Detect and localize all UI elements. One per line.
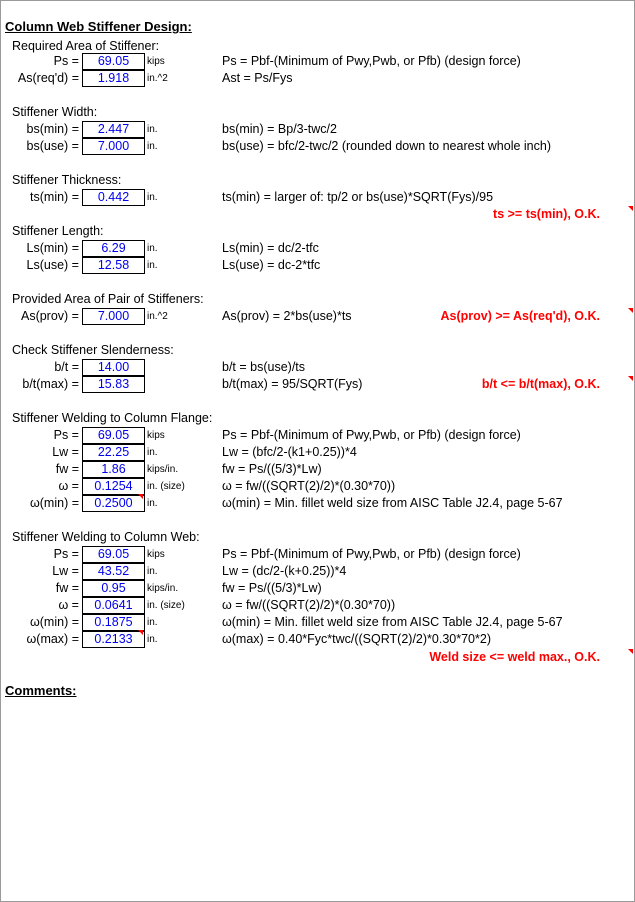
unit-label: in.	[147, 566, 158, 577]
formula-text: ω(min) = Min. fillet weld size from AISC Table J2.4, page 5-67	[222, 496, 563, 510]
value-cell[interactable]: 0.1875	[82, 614, 145, 631]
row-web-lw	[1, 563, 634, 580]
formula-text: Lw = (bfc/2-(k1+0.25))*4	[222, 445, 357, 459]
unit-label: in. (size)	[147, 600, 185, 611]
field-label: Lw =	[52, 564, 79, 578]
comment-marker-icon[interactable]	[628, 308, 633, 313]
field-label: bs(use) =	[26, 139, 79, 153]
field-label: ω =	[58, 598, 79, 612]
row-flange-omega	[1, 478, 634, 495]
formula-text: bs(min) = Bp/3-twc/2	[222, 122, 337, 136]
row-ls-use	[1, 257, 634, 274]
check-result: ts >= ts(min), O.K.	[493, 207, 600, 221]
comment-marker-icon[interactable]	[628, 649, 633, 654]
row-b-t	[1, 359, 634, 376]
row-as-reqd	[1, 70, 634, 87]
field-label: As(prov) =	[20, 309, 79, 323]
row-flange-omega-min	[1, 495, 634, 512]
unit-label: in. (size)	[147, 481, 185, 492]
row-web-omega-max	[1, 631, 634, 648]
row-flange-lw	[1, 444, 634, 461]
row-as-prov	[1, 308, 634, 325]
field-label: As(req'd) =	[17, 71, 79, 85]
formula-text: Ps = Pbf-(Minimum of Pwy,Pwb, or Pfb) (design force)	[222, 547, 521, 561]
field-label: ω(min) =	[30, 615, 79, 629]
unit-label: in.	[147, 260, 158, 271]
formula-text: b/t = bs(use)/ts	[222, 360, 306, 374]
row-ls-min	[1, 240, 634, 257]
value-cell[interactable]: 1.918	[82, 70, 145, 87]
value-cell[interactable]: 0.2500	[82, 495, 145, 512]
field-label: bs(min) =	[26, 122, 79, 136]
unit-label: kips/in.	[147, 464, 179, 475]
row-bs-min	[1, 121, 634, 138]
field-label: ts(min) =	[30, 190, 79, 204]
section-heading-welding-web: Stiffener Welding to Column Web:	[12, 530, 200, 544]
row-web-omega-min	[1, 614, 634, 631]
formula-text: Ls(use) = dc-2*tfc	[222, 258, 321, 272]
row-web-ps	[1, 546, 634, 563]
value-cell[interactable]: 7.000	[82, 138, 145, 155]
field-label: ω =	[58, 479, 79, 493]
value-cell[interactable]: 0.0641	[82, 597, 145, 614]
section-heading-stiffener-width: Stiffener Width:	[12, 105, 98, 119]
unit-label: in.	[147, 634, 158, 645]
field-label: Lw =	[52, 445, 79, 459]
section-heading-stiffener-length: Stiffener Length:	[12, 224, 104, 238]
row-b-t-max	[1, 376, 634, 393]
formula-text: As(prov) = 2*bs(use)*ts	[222, 309, 352, 323]
section-heading-stiffener-thickness: Stiffener Thickness:	[12, 173, 122, 187]
value-cell[interactable]: 0.95	[82, 580, 145, 597]
unit-label: kips	[147, 56, 165, 67]
check-result: Weld size <= weld max., O.K.	[429, 650, 600, 664]
row-ps	[1, 53, 634, 70]
unit-label: kips/in.	[147, 583, 179, 594]
section-heading-provided-area: Provided Area of Pair of Stiffeners:	[12, 292, 204, 306]
row-web-omega	[1, 597, 634, 614]
field-label: fw =	[55, 581, 79, 595]
formula-text: bs(use) = bfc/2-twc/2 (rounded down to nearest whole inch)	[222, 139, 551, 153]
formula-text: Lw = (dc/2-(k+0.25))*4	[222, 564, 347, 578]
field-label: Ps =	[53, 428, 79, 442]
formula-text: Ast = Ps/Fys	[222, 71, 293, 85]
unit-label: in.	[147, 141, 158, 152]
field-label: ω(min) =	[30, 496, 79, 510]
formula-text: ω = fw/((SQRT(2)/2)*(0.30*70))	[222, 479, 396, 493]
value-cell[interactable]: 69.05	[82, 427, 145, 444]
unit-label: in.	[147, 498, 158, 509]
value-cell[interactable]: 22.25	[82, 444, 145, 461]
field-label: Ps =	[53, 547, 79, 561]
value-cell[interactable]: 15.83	[82, 376, 145, 393]
field-label: fw =	[55, 462, 79, 476]
formula-text: fw = Ps/((5/3)*Lw)	[222, 581, 322, 595]
value-cell[interactable]: 0.2133	[82, 631, 145, 648]
row-flange-fw	[1, 461, 634, 478]
unit-label: in.^2	[147, 73, 168, 84]
unit-label: in.	[147, 124, 158, 135]
field-label: b/t(max) =	[22, 377, 79, 391]
unit-label: in.	[147, 192, 158, 203]
comment-marker-icon[interactable]	[628, 206, 633, 211]
field-label: Ps =	[53, 54, 79, 68]
value-cell[interactable]: 12.58	[82, 257, 145, 274]
unit-label: in.	[147, 447, 158, 458]
value-cell[interactable]: 43.52	[82, 563, 145, 580]
comments-label: Comments:	[5, 683, 77, 698]
formula-text: Ls(min) = dc/2-tfc	[222, 241, 319, 255]
value-cell[interactable]: 0.442	[82, 189, 145, 206]
comment-marker-icon[interactable]	[138, 630, 143, 635]
comment-marker-icon[interactable]	[628, 376, 633, 381]
value-cell[interactable]: 1.86	[82, 461, 145, 478]
formula-text: ω(min) = Min. fillet weld size from AISC Table J2.4, page 5-67	[222, 615, 563, 629]
row-bs-use	[1, 138, 634, 155]
unit-label: kips	[147, 430, 165, 441]
check-result: b/t <= b/t(max), O.K.	[481, 377, 600, 391]
page-title: Column Web Stiffener Design:	[5, 19, 192, 34]
value-cell[interactable]: 2.447	[82, 121, 145, 138]
comment-marker-icon[interactable]	[138, 494, 143, 499]
value-cell[interactable]: 0.1254	[82, 478, 145, 495]
formula-text: ω = fw/((SQRT(2)/2)*(0.30*70))	[222, 598, 396, 612]
unit-label: kips	[147, 549, 165, 560]
section-heading-required-area: Required Area of Stiffener:	[12, 39, 160, 53]
row-ts-min	[1, 189, 634, 206]
formula-text: ω(max) = 0.40*Fyc*twc/((SQRT(2)/2)*0.30*70*2)	[222, 632, 491, 646]
unit-label: in.	[147, 243, 158, 254]
formula-text: b/t(max) = 95/SQRT(Fys)	[222, 377, 363, 391]
field-label: Ls(use) =	[26, 258, 79, 272]
value-cell[interactable]: 69.05	[82, 53, 145, 70]
formula-text: Ps = Pbf-(Minimum of Pwy,Pwb, or Pfb) (design force)	[222, 54, 521, 68]
section-heading-welding-flange: Stiffener Welding to Column Flange:	[12, 411, 213, 425]
field-label: b/t =	[54, 360, 79, 374]
value-cell[interactable]: 14.00	[82, 359, 145, 376]
value-cell[interactable]: 69.05	[82, 546, 145, 563]
row-flange-ps	[1, 427, 634, 444]
row-web-fw	[1, 580, 634, 597]
row-check-weld	[1, 649, 634, 666]
unit-label: in.^2	[147, 311, 168, 322]
field-label: Ls(min) =	[26, 241, 79, 255]
field-label: ω(max) =	[26, 632, 79, 646]
section-heading-slenderness: Check Stiffener Slenderness:	[12, 343, 174, 357]
formula-text: ts(min) = larger of: tp/2 or bs(use)*SQRT(Fys)/95	[222, 190, 494, 204]
value-cell[interactable]: 6.29	[82, 240, 145, 257]
formula-text: fw = Ps/((5/3)*Lw)	[222, 462, 322, 476]
value-cell[interactable]: 7.000	[82, 308, 145, 325]
check-result: As(prov) >= As(req'd), O.K.	[440, 309, 600, 323]
row-check-thickness	[1, 206, 634, 223]
unit-label: in.	[147, 617, 158, 628]
formula-text: Ps = Pbf-(Minimum of Pwy,Pwb, or Pfb) (design force)	[222, 428, 521, 442]
